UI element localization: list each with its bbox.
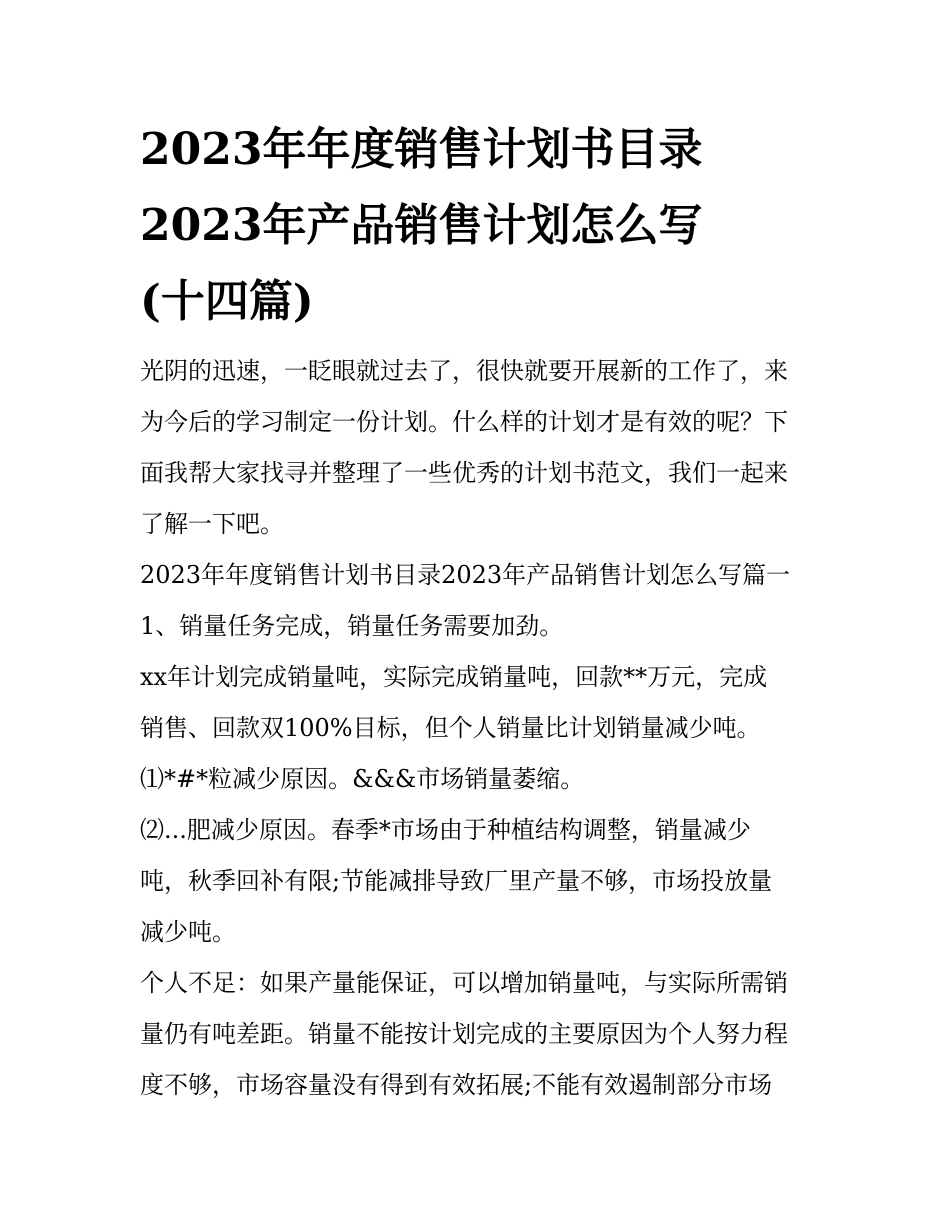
- body-line: 量仍有吨差距。销量不能按计划完成的主要原因为个人努力程: [140, 1020, 788, 1048]
- body-line: 光阴的迅速，一眨眼就过去了，很快就要开展新的工作了，来: [140, 357, 788, 385]
- body-line: 1、销量任务完成，销量任务需要加劲。: [140, 612, 564, 640]
- body-line: 销售、回款双100%目标，但个人销量比计划销量减少吨。: [140, 714, 761, 742]
- body-line: ⑴*#*粒减少原因。&&&市场销量萎缩。: [140, 765, 585, 793]
- body-line: 度不够，市场容量没有得到有效拓展;不能有效遏制部分市场: [140, 1071, 773, 1099]
- body-line: xx年计划完成销量吨，实际完成销量吨，回款**万元，完成: [140, 663, 768, 691]
- document-content: [140, 112, 820, 1111]
- title-line-2: 2023年产品销售计划怎么写: [140, 200, 703, 251]
- document-body: [140, 346, 820, 1111]
- body-line: 为今后的学习制定一份计划。什么样的计划才是有效的呢？下: [140, 408, 788, 436]
- title-line-3: (十四篇): [140, 276, 314, 327]
- body-line: 个人不足：如果产量能保证，可以增加销量吨，与实际所需销: [140, 969, 788, 997]
- document-title: [140, 112, 820, 340]
- body-line: 减少吨。: [140, 918, 236, 946]
- body-line: 面我帮大家找寻并整理了一些优秀的计划书范文，我们一起来: [140, 459, 788, 487]
- section-heading-line: 2023年年度销售计划书目录2023年产品销售计划怎么写篇一: [140, 561, 791, 589]
- body-line: 吨，秋季回补有限;节能减排导致厂里产量不够，市场投放量: [140, 867, 773, 895]
- body-line: ⑵...肥减少原因。春季*市场由于种植结构调整，销量减少: [140, 816, 751, 844]
- title-line-1: 2023年年度销售计划书目录: [140, 124, 703, 175]
- body-line: 了解一下吧。: [140, 510, 284, 538]
